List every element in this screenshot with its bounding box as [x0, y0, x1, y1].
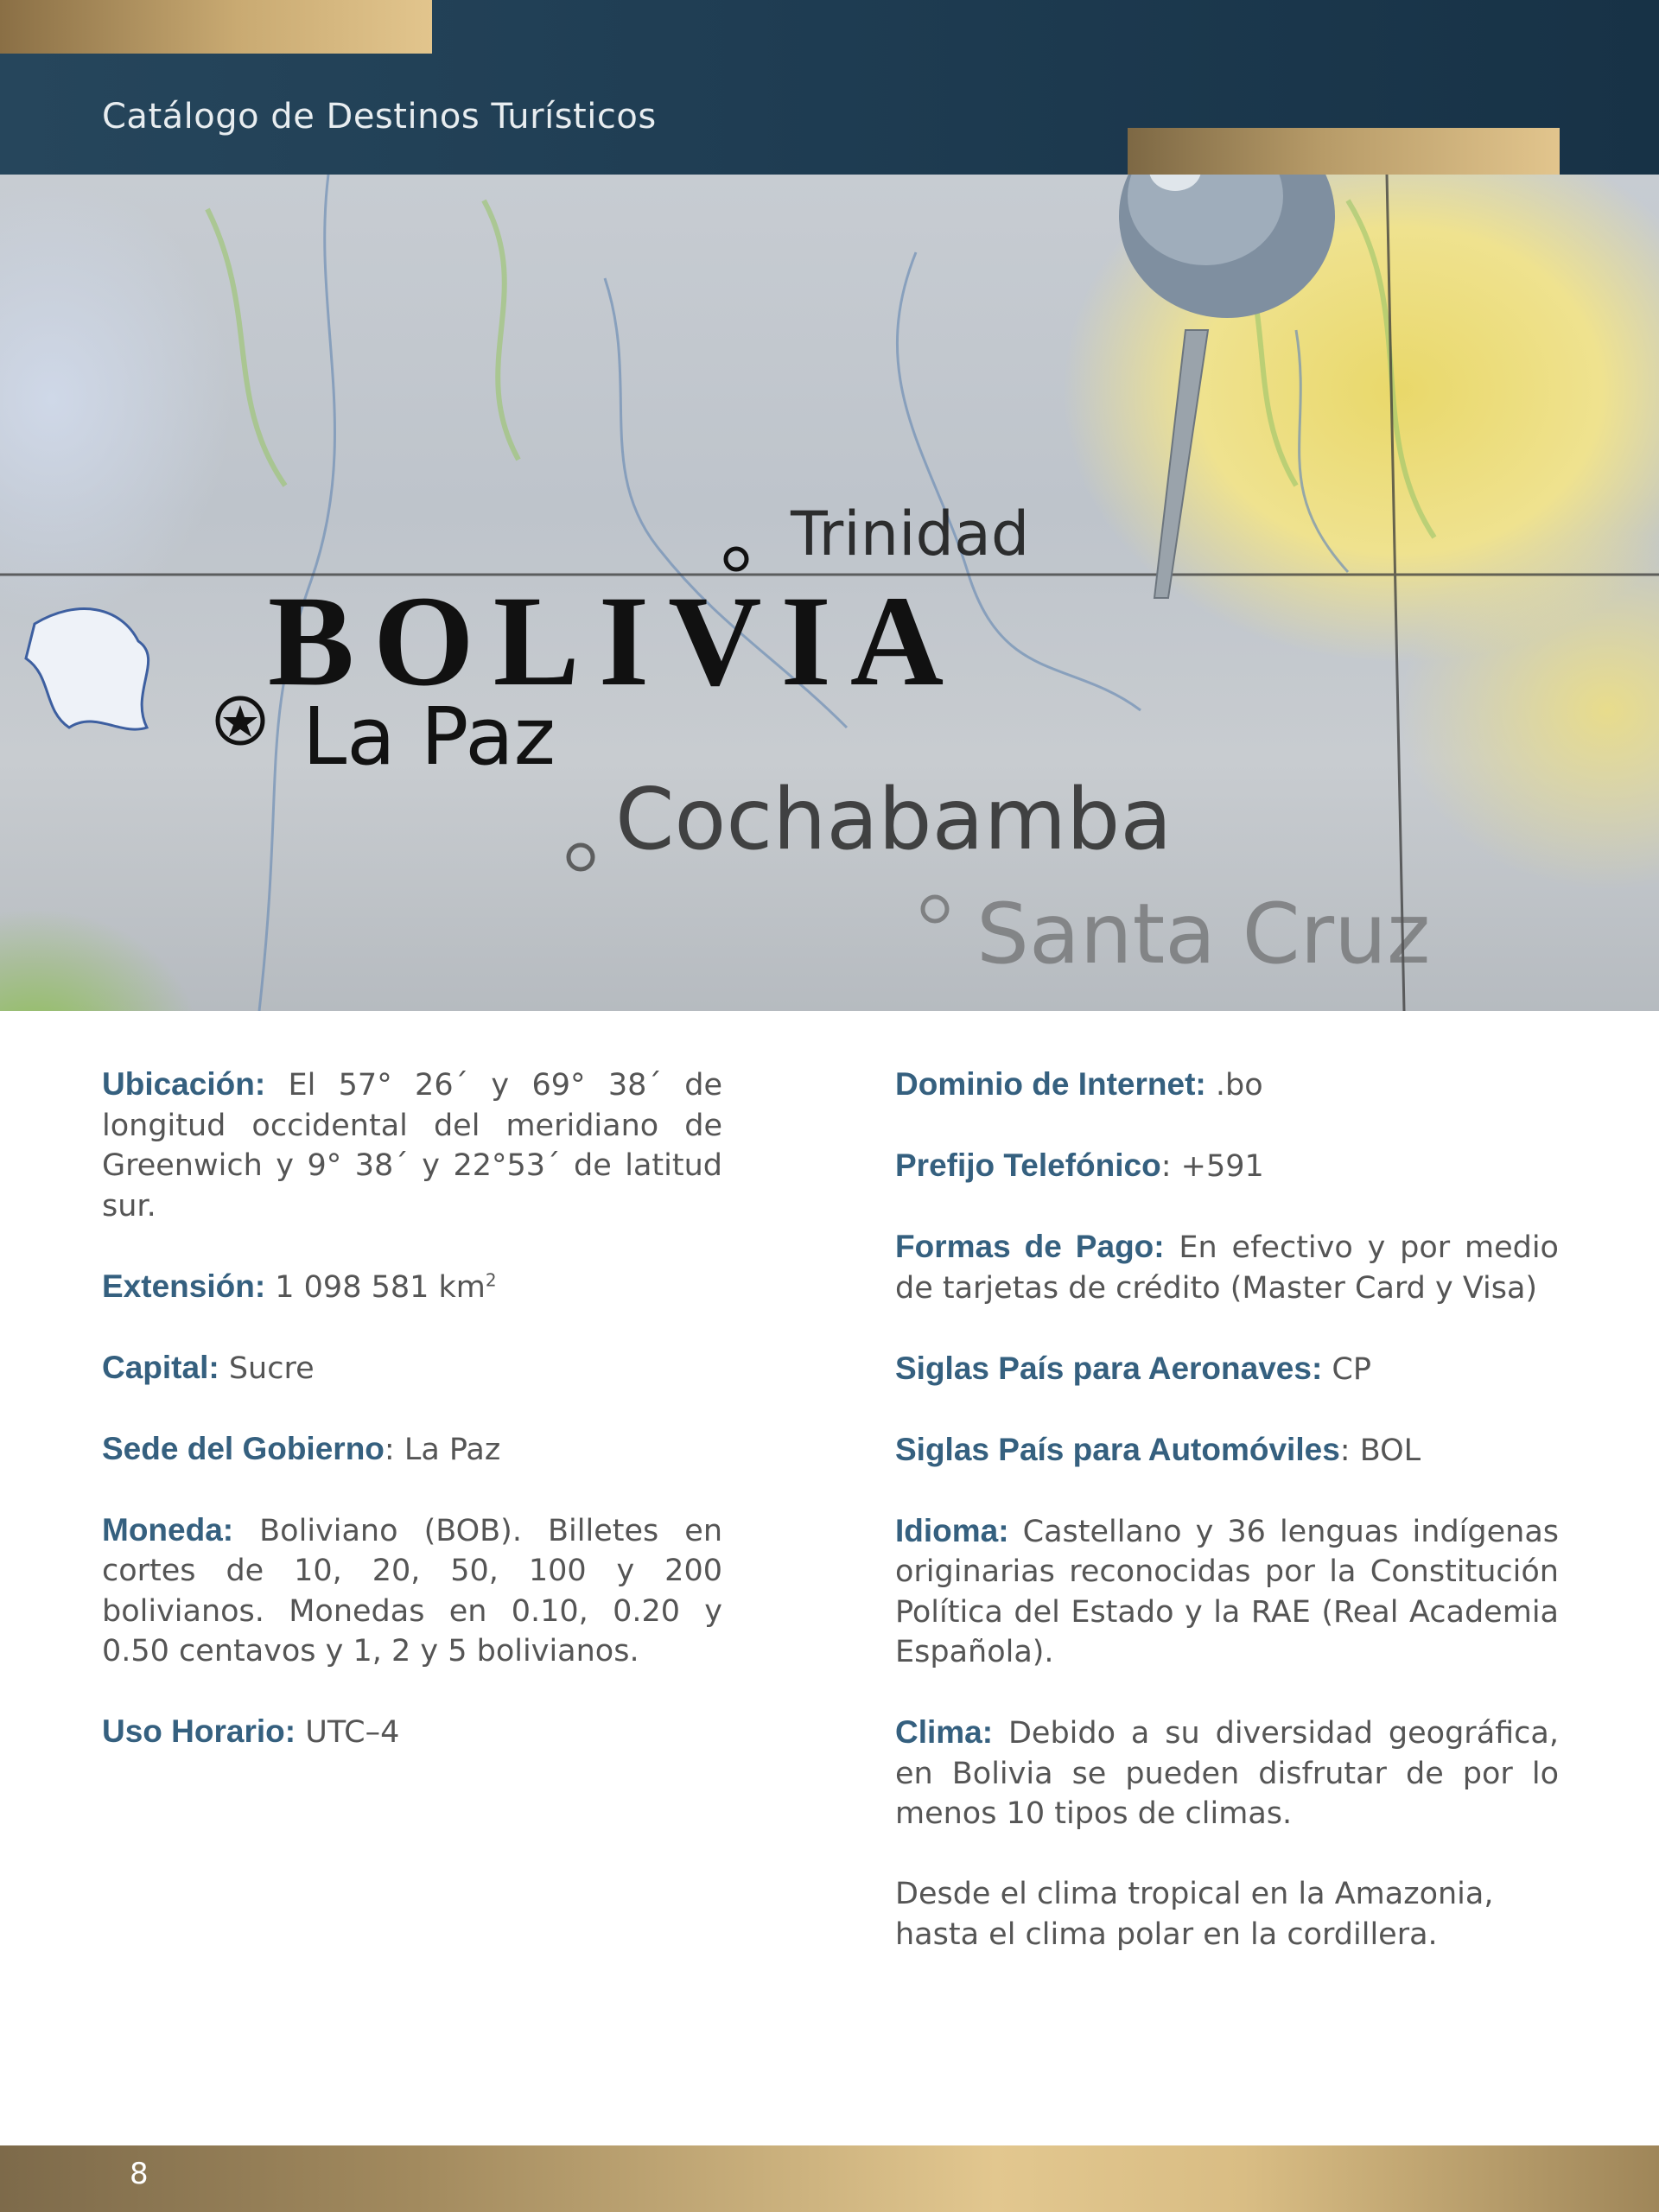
vehicle-code-label: Siglas País para Automóviles	[895, 1431, 1340, 1467]
phone-prefix-value: : +591	[1160, 1149, 1264, 1184]
cochabamba-marker	[569, 845, 593, 869]
santa-cruz-marker	[923, 897, 947, 921]
language-label: Idioma:	[895, 1512, 1009, 1548]
phone-prefix-label: Prefijo Telefónico	[895, 1147, 1161, 1183]
trinidad-label: Trinidad	[791, 499, 1030, 569]
cochabamba-label: Cochabamba	[615, 771, 1173, 869]
timezone-label: Uso Horario:	[102, 1713, 296, 1749]
government-seat-label: Sede del Gobierno	[102, 1430, 385, 1466]
government-seat-value: : La Paz	[384, 1432, 501, 1467]
climate-value: Debido a su diversidad geográfica, en Bolivia se pueden disfrutar de por lo menos 10 tipos de climas.	[895, 1716, 1559, 1831]
vehicle-code-value: : BOL	[1339, 1433, 1421, 1468]
area-label: Extensión:	[102, 1268, 266, 1304]
info-column-right	[895, 1065, 1559, 1995]
santa-cruz-label: Santa Cruz	[976, 886, 1431, 982]
la-paz-label: La Paz	[302, 690, 556, 783]
lake-titicaca	[26, 609, 149, 730]
government-seat-entry	[102, 1429, 722, 1471]
capital-value: Sucre	[219, 1351, 315, 1386]
language-value: Castellano y 36 lenguas indígenas originarias reconocidas por la Constitución Política del Estado y la RAE (Real Academia Española).	[895, 1514, 1559, 1669]
page-footer	[0, 2145, 1659, 2212]
page-header	[0, 0, 1659, 175]
capital-star-icon	[223, 705, 257, 737]
trinidad-marker	[726, 549, 747, 569]
currency-entry	[102, 1510, 722, 1672]
vehicle-code-entry	[895, 1430, 1559, 1471]
phone-prefix-entry	[895, 1146, 1559, 1187]
climate-label: Clima:	[895, 1714, 994, 1750]
climate-entry	[895, 1713, 1559, 1834]
aircraft-code-value: CP	[1322, 1351, 1371, 1387]
catalog-title: Catálogo de Destinos Turísticos	[102, 97, 657, 137]
payment-value: En efectivo y por medio de tarjetas de crédito (Master Card y Visa)	[895, 1230, 1559, 1306]
climate-extra-paragraph: Desde el clima tropical en la Amazonia, hasta el clima polar en la cordillera.	[895, 1877, 1494, 1952]
area-entry	[102, 1267, 722, 1308]
gold-accent-bar-top	[0, 0, 432, 54]
capital-entry	[102, 1348, 722, 1389]
timezone-entry	[102, 1712, 722, 1753]
bolivia-map-image	[0, 175, 1659, 1011]
payment-label: Formas de Pago:	[895, 1229, 1165, 1264]
domain-entry	[895, 1065, 1559, 1106]
language-entry	[895, 1511, 1559, 1673]
gold-accent-bar-right	[1128, 128, 1560, 175]
aircraft-code-entry	[895, 1349, 1559, 1390]
area-value: 1 098 581 km	[265, 1269, 486, 1305]
map-pin-icon	[1119, 175, 1335, 598]
currency-label: Moneda:	[102, 1511, 234, 1548]
timezone-value: UTC–4	[296, 1715, 400, 1750]
page-number: 8	[130, 2157, 149, 2191]
domain-label: Dominio de Internet:	[895, 1066, 1206, 1102]
aircraft-code-label: Siglas País para Aeronaves:	[895, 1350, 1323, 1386]
map-illustration	[0, 175, 1659, 1011]
area-unit-superscript: 2	[485, 1268, 497, 1290]
location-label: Ubicación:	[102, 1066, 266, 1102]
domain-value: .bo	[1205, 1068, 1263, 1103]
payment-entry	[895, 1227, 1559, 1308]
capital-label: Capital:	[102, 1349, 219, 1385]
info-column-left	[102, 1065, 722, 1793]
location-value: El 57° 26´ y 69° 38´ de longitud occidental del meridiano de Greenwich y 9° 38´ y 22°53´ de latitud sur.	[102, 1068, 722, 1224]
country-label: BOLIVIA	[268, 569, 963, 713]
location-entry	[102, 1065, 722, 1226]
currency-value: Boliviano (BOB). Billetes en cortes de 10, 20, 50, 100 y 200 bolivianos. Monedas en 0.10, 0.20 y 0.50 centavos y 1, 2 y 5 bolivianos.	[102, 1513, 722, 1669]
